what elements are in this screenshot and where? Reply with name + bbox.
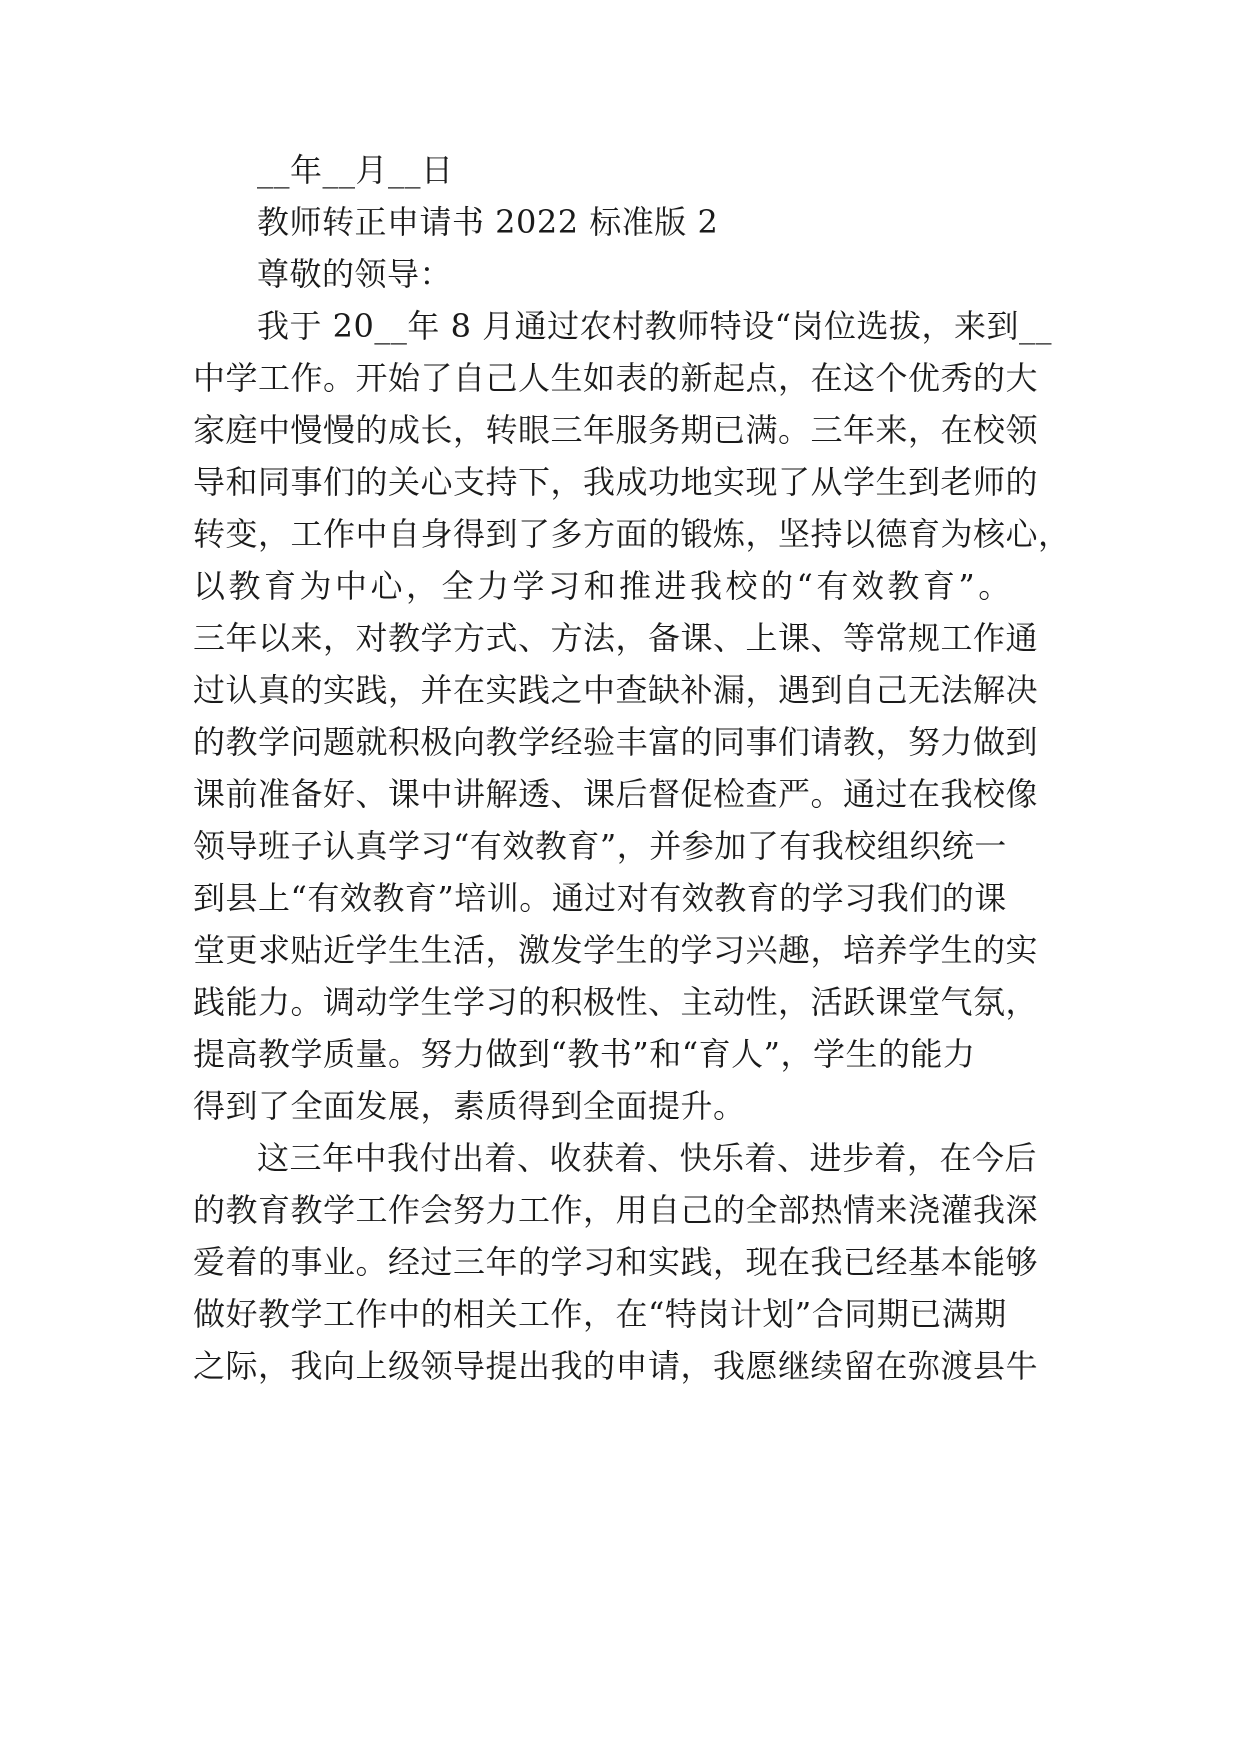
paragraph-line: 中学工作。开始了自己人生如表的新起点，在这个优秀的大	[193, 359, 1039, 397]
paragraph-line: 导和同事们的关心支持下，我成功地实现了从学生到老师的	[193, 463, 1039, 501]
paragraph-line: 提高教学质量。努力做到“教书”和“育人”，学生的能力	[193, 1035, 976, 1073]
paragraph-line: 这三年中我付出着、收获着、快乐着、进步着，在今后	[257, 1139, 1038, 1177]
paragraph-line: 践能力。调动学生学习的积极性、主动性，活跃课堂气氛，	[193, 983, 1039, 1021]
paragraph-line: 的教育教学工作会努力工作，用自己的全部热情来浇灌我深	[193, 1191, 1039, 1229]
paragraph-line: 得到了全面发展，素质得到全面提升。	[193, 1087, 746, 1125]
salutation: 尊敬的领导：	[257, 255, 453, 293]
paragraph-line: 领导班子认真学习“有效教育”，并参加了有我校组织统一	[193, 827, 1007, 865]
paragraph-line: 我于 20__年 8 月通过农村教师特设“岗位选拔，来到__	[257, 307, 1052, 345]
paragraph-line: 之际，我向上级领导提出我的申请，我愿继续留在弥渡县牛	[193, 1347, 1039, 1385]
paragraph-line: 三年以来，对教学方式、方法，备课、上课、等常规工作通	[193, 619, 1039, 657]
paragraph-line: 过认真的实践，并在实践之中查缺补漏，遇到自己无法解决	[193, 671, 1039, 709]
paragraph-line: 做好教学工作中的相关工作，在“特岗计划”合同期已满期	[193, 1295, 1007, 1333]
paragraph-line: 家庭中慢慢的成长，转眼三年服务期已满。三年来，在校领	[193, 411, 1039, 449]
date-line: __年__月__日	[257, 151, 454, 189]
paragraph-line: 的教学问题就积极向教学经验丰富的同事们请教，努力做到	[193, 723, 1039, 761]
paragraph-line: 爱着的事业。经过三年的学习和实践，现在我已经基本能够	[193, 1243, 1039, 1281]
paragraph-line: 到县上“有效教育”培训。通过对有效教育的学习我们的课	[193, 879, 1007, 917]
paragraph-line: 以教育为中心，全力学习和推进我校的“有效教育”。	[193, 567, 1014, 605]
paragraph-line: 课前准备好、课中讲解透、课后督促检查严。通过在我校像	[193, 775, 1039, 813]
paragraph-line: 堂更求贴近学生生活，激发学生的学习兴趣，培养学生的实	[193, 931, 1039, 969]
document-title: 教师转正申请书 2022 标准版 2	[257, 203, 719, 241]
paragraph-line: 转变，工作中自身得到了多方面的锻炼，坚持以德育为核心，	[193, 515, 1071, 553]
